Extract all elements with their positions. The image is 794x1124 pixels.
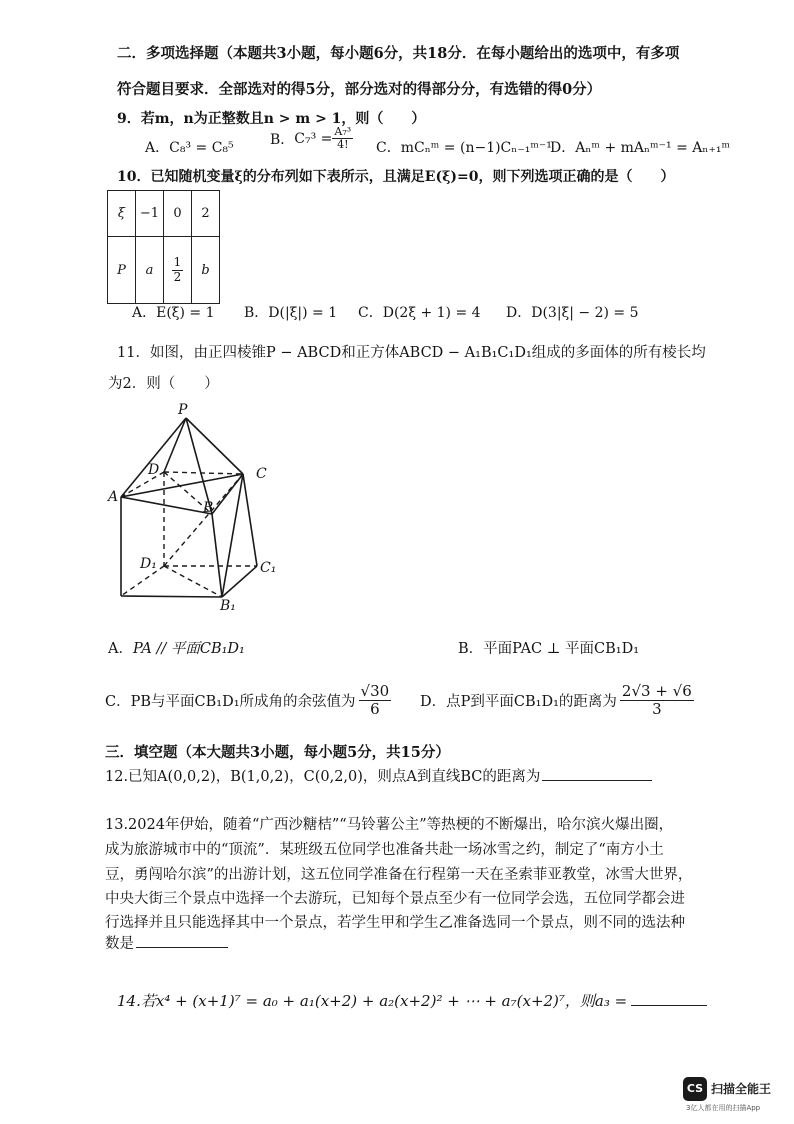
table-cell: a (136, 237, 164, 304)
q13-answer-blank[interactable] (136, 933, 228, 948)
vertex-label-b1: B₁ (220, 598, 236, 614)
q10-option-a (132, 302, 215, 322)
vertex-label-c1: C₁ (260, 560, 277, 576)
vertex-label-d: D (148, 462, 160, 478)
hidden-edge (164, 472, 243, 474)
q9-option-d (550, 137, 730, 157)
edge (222, 474, 243, 597)
q9-option-a-label: A． (145, 140, 170, 156)
q11-option-b-label: B． (458, 641, 484, 657)
q11-option-b (458, 637, 639, 658)
q14-question (117, 990, 707, 1011)
q10-stem: 10．已知随机变量ξ的分布列如下表所示，且满足E(ξ)=0，则下列选项正确的是（ ） (117, 169, 675, 185)
q13-line2: 成为旅游城市中的“顶流”．某班级五位同学也准备共赴一场冰雪之约，制定了“南方小土 (105, 842, 664, 858)
q9-option-d-text: Aₙᵐ + mAₙᵐ⁻¹ = Aₙ₊₁ᵐ (575, 140, 731, 156)
watermark-subtitle: 3亿人都在用的扫描App (686, 1104, 761, 1112)
vertex-label-b: B (203, 500, 214, 516)
q11-option-c-text: PB与平面CB₁D₁所成角的余弦值为 (130, 693, 356, 710)
table-cell: P (108, 237, 136, 304)
q10-option-c-label: C． (358, 305, 383, 321)
edge (121, 596, 222, 597)
edge (243, 474, 257, 566)
q11-option-c (105, 683, 391, 717)
q11-stem-line1: 11．如图，由正四棱锥P − ABCD和正方体ABCD − A₁B₁C₁D₁组成的多面体的所有棱长均 (117, 345, 706, 361)
edge (212, 474, 243, 514)
q10-half-fraction (172, 256, 184, 283)
q11-option-d (420, 683, 694, 717)
q9-option-b (270, 126, 353, 151)
table-row (108, 237, 220, 304)
q14-answer-blank[interactable] (631, 991, 707, 1006)
vertex-label-a: A (108, 489, 119, 505)
q12-answer-blank[interactable] (542, 766, 652, 781)
q13-line6 (105, 932, 228, 953)
q13-line3: 豆，勇闯哈尔滨”的出游计划，这五位同学准备在行程第一天在圣索菲亚教堂，冰雪大世界， (105, 867, 693, 883)
table-cell: 2 (192, 191, 220, 237)
q10-option-b (244, 302, 337, 322)
q13-line5: 行选择并且只能选择其中一个景点，若学生甲和学生乙准备选同一个景点，则不同的选法种 (105, 915, 685, 931)
q11-option-b-text: 平面PAC ⊥ 平面CB₁D₁ (483, 641, 640, 657)
vertex-label-c: C (256, 466, 267, 482)
q11-option-c-label: C． (105, 693, 131, 710)
q10-option-d (506, 302, 639, 322)
edge (121, 418, 186, 497)
q11-option-c-numerator: √30 (360, 682, 390, 700)
q13-line4: 中央大街三个景点中选择一个去游玩，已知每个景点至少有一位同学会选，五位同学都会进 (105, 891, 685, 907)
table-cell: ξ (108, 191, 136, 237)
edge (121, 474, 243, 497)
q11-option-c-denominator: 6 (370, 699, 380, 718)
q11-polyhedron-figure (100, 400, 290, 615)
q10-option-a-label: A． (132, 305, 157, 321)
q10-option-c-text: D(2ξ + 1) = 4 (382, 305, 481, 321)
q10-option-d-text: D(3|ξ| − 2) = 5 (531, 305, 639, 321)
table-cell: 0 (164, 191, 192, 237)
table-cell: −1 (136, 191, 164, 237)
q11-option-d-denominator: 3 (652, 699, 662, 718)
section-3-heading: 三．填空题（本大题共3小题，每小题5分，共15分） (105, 744, 450, 761)
q11-option-d-numerator: 2√3 + √6 (621, 682, 692, 700)
vertex-label-d1: D₁ (140, 556, 157, 572)
q9-option-c-text: mCₙᵐ = (n−1)Cₙ₋₁ᵐ⁻¹ (400, 140, 552, 156)
table-row (108, 191, 220, 237)
edge (121, 497, 212, 514)
q11-stem-line2: 为2．则（ ） (108, 376, 219, 392)
q11-option-d-text: 点P到平面CB₁D₁的距离为 (446, 693, 617, 710)
camscanner-logo-icon: CS (683, 1077, 707, 1101)
edge (186, 418, 243, 474)
q10-option-c (358, 302, 481, 322)
q10-option-a-text: E(ξ) = 1 (156, 305, 215, 321)
q9-option-c (376, 137, 552, 157)
q9-option-c-label: C． (376, 140, 401, 156)
q12-text: 12.已知A(0,0,2)，B(1,0,2)，C(0,2,0)，则点A到直线BC的距离为 (105, 769, 541, 785)
edge (212, 514, 222, 597)
q10-half-denominator: 2 (173, 269, 182, 284)
q11-option-d-fraction (620, 683, 694, 717)
section-2-heading-line2: 符合题目要求．全部选对的得5分，部分选对的得部分分，有选错的得0分） (117, 81, 602, 98)
q14-text: 14.若x⁴ + (x+1)⁷ = a₀ + a₁(x+2) + a₂(x+2)² + ⋯ + a₇(x+2)⁷，则a₃ = (117, 992, 628, 1010)
q9-option-a-text: C₈³ = C₈⁵ (169, 140, 234, 156)
table-cell: b (192, 237, 220, 304)
q9-option-b-left: C₇³ = (294, 130, 333, 147)
q13-line6-text: 数是 (105, 936, 134, 952)
edge (164, 418, 186, 472)
q10-distribution-table (107, 190, 220, 304)
q13-line1: 13.2024年伊始，随着“广西沙糖桔”“马铃薯公主”等热梗的不断爆出，哈尔滨火爆出圈， (105, 817, 674, 833)
vertex-label-p: P (178, 402, 188, 418)
q9-option-b-label: B． (270, 131, 295, 148)
watermark-brand: 扫描全能王 (711, 1082, 772, 1096)
q11-option-a (108, 637, 245, 658)
table-cell (164, 237, 192, 304)
q9-option-d-label: D． (550, 140, 576, 156)
q9-stem: 9．若m，n为正整数且n > m > 1，则（ ） (117, 111, 426, 127)
hidden-edge (164, 474, 243, 566)
q12-question (105, 765, 652, 786)
q11-option-c-fraction (359, 683, 392, 717)
q11-option-d-label: D． (420, 693, 447, 710)
q9-option-b-numerator: A₇³ (334, 125, 352, 138)
q10-option-d-label: D． (506, 305, 532, 321)
q9-option-b-denominator: 4! (337, 138, 349, 152)
q11-option-a-label: A． (108, 641, 133, 657)
q10-option-b-label: B． (244, 305, 269, 321)
hidden-edge (164, 566, 222, 597)
q9-option-b-fraction (332, 126, 353, 151)
section-2-heading-line1: 二．多项选择题（本题共3小题，每小题6分，共18分．在每小题给出的选项中，有多项 (117, 45, 680, 62)
q9-option-a (145, 137, 234, 157)
q11-option-a-text: PA // 平面CB₁D₁ (132, 641, 245, 657)
q10-option-b-text: D(|ξ|) = 1 (268, 305, 338, 321)
q10-half-numerator: 1 (173, 255, 182, 270)
